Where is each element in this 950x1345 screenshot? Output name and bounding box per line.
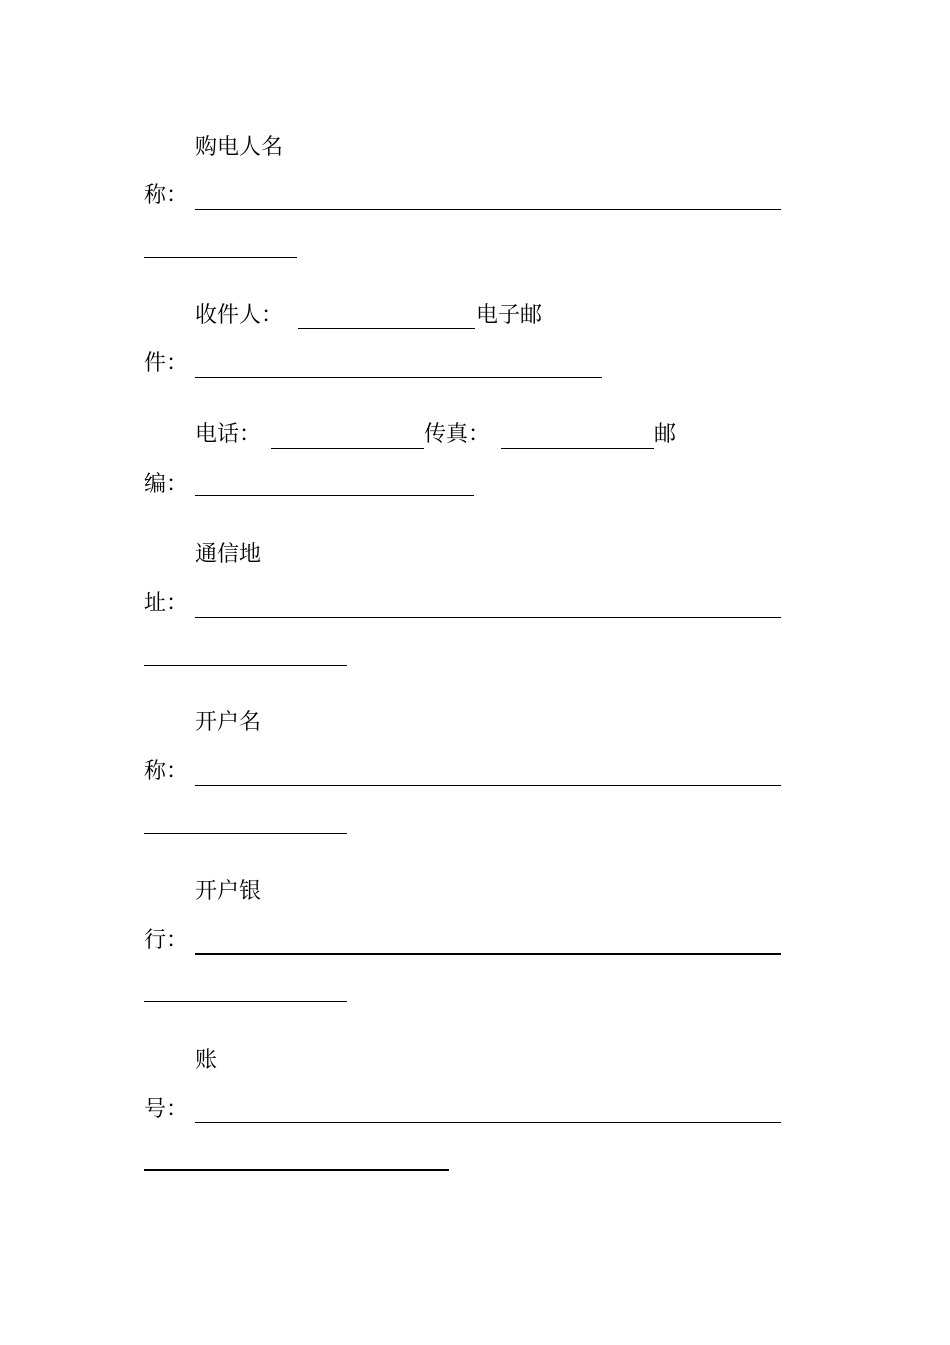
zip-label-line1: 邮 <box>654 422 677 447</box>
zip-label-line2: 编： <box>144 472 189 497</box>
account-number-label-line2: 号： <box>144 1097 189 1122</box>
zip-field[interactable] <box>195 495 474 496</box>
address-label-line1: 通信地 <box>195 542 262 567</box>
fax-field[interactable] <box>501 448 654 449</box>
email-field[interactable] <box>195 377 602 378</box>
phone-field[interactable] <box>271 448 424 449</box>
email-label-line1: 电子邮 <box>476 303 543 328</box>
buyer-name-field[interactable] <box>195 209 781 210</box>
phone-label: 电话： <box>195 422 262 447</box>
account-number-field[interactable] <box>195 1122 781 1123</box>
fax-label: 传真： <box>424 422 491 447</box>
address-field-continuation[interactable] <box>144 665 347 666</box>
address-field[interactable] <box>195 617 781 618</box>
account-name-field-continuation[interactable] <box>144 833 347 834</box>
address-label-line2: 址： <box>144 591 189 616</box>
email-label-line2: 件： <box>144 351 189 376</box>
recipient-label: 收件人： <box>195 303 284 328</box>
account-number-label-line1: 账 <box>195 1048 218 1073</box>
buyer-name-field-continuation[interactable] <box>144 257 297 258</box>
account-name-label-line2: 称： <box>144 759 189 784</box>
buyer-name-label-line2: 称： <box>144 183 189 208</box>
bank-field-continuation[interactable] <box>144 1001 347 1002</box>
account-name-field[interactable] <box>195 785 781 786</box>
bank-field[interactable] <box>195 953 781 955</box>
account-number-field-continuation[interactable] <box>144 1169 449 1171</box>
recipient-field[interactable] <box>298 328 475 329</box>
account-name-label-line1: 开户名 <box>195 710 262 735</box>
buyer-name-label-line1: 购电人名 <box>195 135 284 160</box>
bank-label-line1: 开户银 <box>195 879 262 904</box>
bank-label-line2: 行： <box>144 928 189 953</box>
